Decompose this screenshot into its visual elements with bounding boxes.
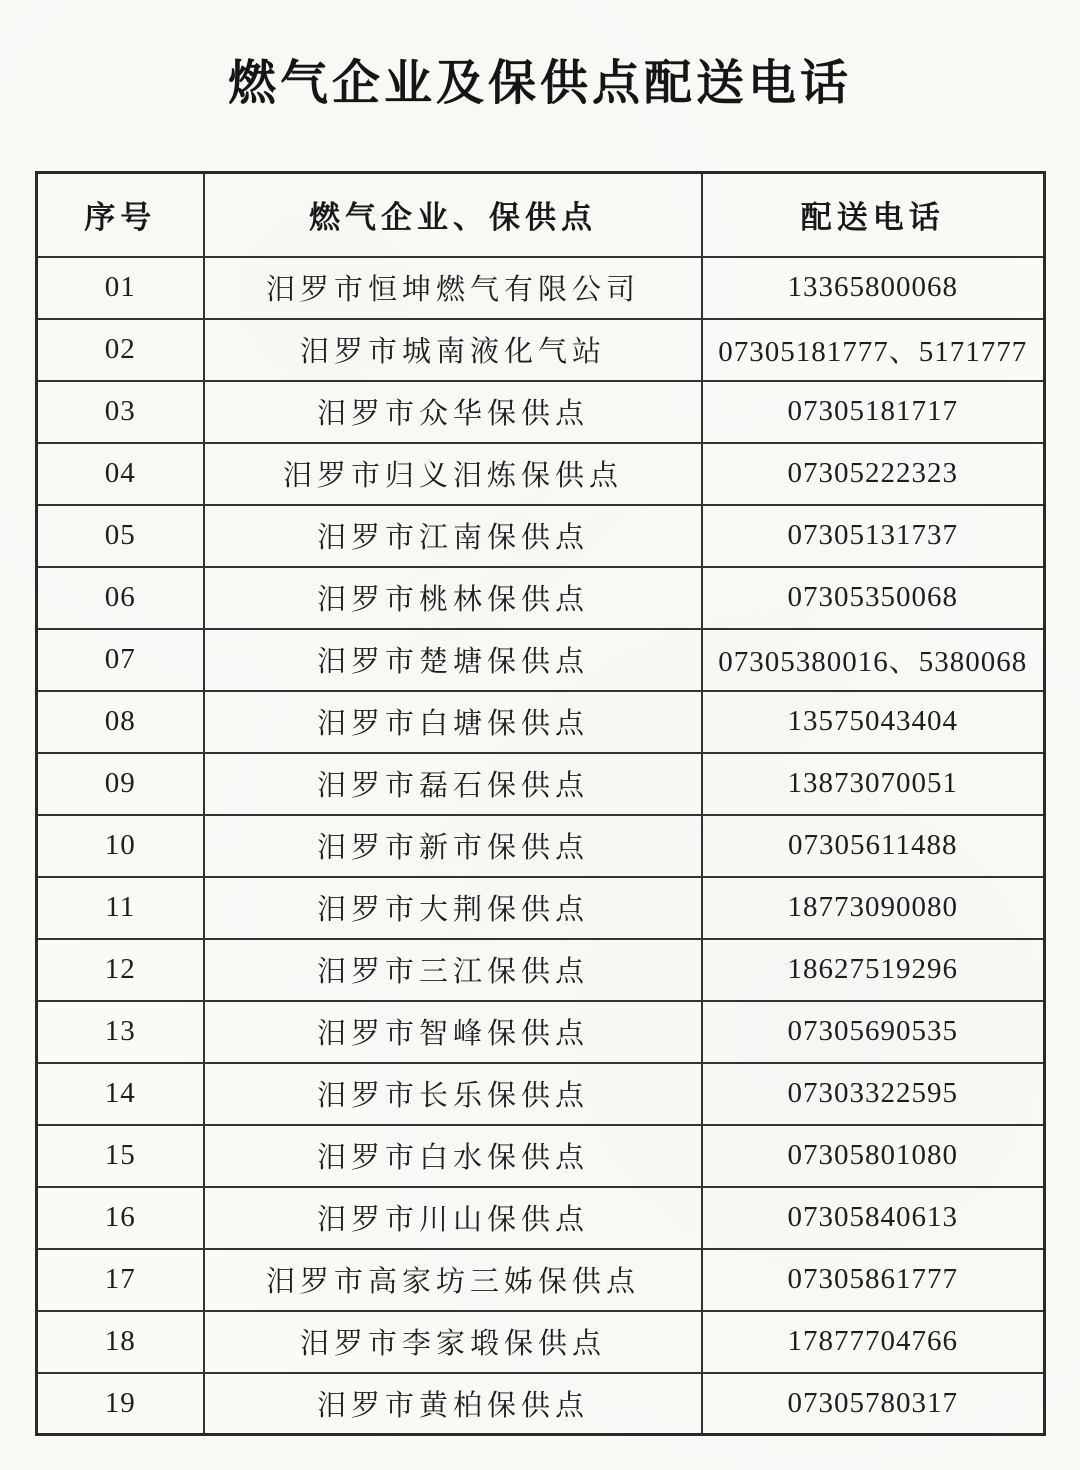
row-serial: 03 <box>36 381 204 443</box>
row-phone: 07305131737 <box>702 505 1044 567</box>
row-serial: 09 <box>36 753 204 815</box>
row-company: 汨罗市恒坤燃气有限公司 <box>204 257 702 319</box>
table-row <box>36 1311 1044 1373</box>
row-company: 汨罗市李家塅保供点 <box>204 1311 702 1373</box>
row-company: 汨罗市桃林保供点 <box>204 567 702 629</box>
table-row <box>36 1063 1044 1125</box>
row-serial: 06 <box>36 567 204 629</box>
table-row <box>36 319 1044 381</box>
row-company: 汨罗市城南液化气站 <box>204 319 702 381</box>
row-phone: 07305181777、5171777 <box>702 319 1044 381</box>
row-serial: 11 <box>36 877 204 939</box>
row-phone: 07303322595 <box>702 1063 1044 1125</box>
row-phone: 18773090080 <box>702 877 1044 939</box>
table-body <box>36 257 1044 1435</box>
row-phone: 17877704766 <box>702 1311 1044 1373</box>
row-serial: 12 <box>36 939 204 1001</box>
table-row <box>36 939 1044 1001</box>
row-company: 汨罗市智峰保供点 <box>204 1001 702 1063</box>
row-company: 汨罗市楚塘保供点 <box>204 629 702 691</box>
row-serial: 08 <box>36 691 204 753</box>
row-company: 汨罗市长乐保供点 <box>204 1063 702 1125</box>
row-phone: 13873070051 <box>702 753 1044 815</box>
row-company: 汨罗市高家坊三姊保供点 <box>204 1249 702 1311</box>
row-company: 汨罗市江南保供点 <box>204 505 702 567</box>
row-phone: 07305840613 <box>702 1187 1044 1249</box>
table-row <box>36 381 1044 443</box>
row-phone: 07305780317 <box>702 1373 1044 1435</box>
row-company: 汨罗市白塘保供点 <box>204 691 702 753</box>
row-phone: 07305222323 <box>702 443 1044 505</box>
table-row <box>36 629 1044 691</box>
delivery-phone-table <box>35 171 1046 1436</box>
row-company: 汨罗市黄柏保供点 <box>204 1373 702 1435</box>
table-row <box>36 691 1044 753</box>
row-phone: 07305350068 <box>702 567 1044 629</box>
table-header <box>36 173 1044 257</box>
table-row <box>36 505 1044 567</box>
row-company: 汨罗市白水保供点 <box>204 1125 702 1187</box>
row-phone: 18627519296 <box>702 939 1044 1001</box>
table-row <box>36 1373 1044 1435</box>
row-company: 汨罗市归义汨炼保供点 <box>204 443 702 505</box>
row-serial: 19 <box>36 1373 204 1435</box>
header-company-name: 燃气企业、保供点 <box>204 173 702 257</box>
row-serial: 17 <box>36 1249 204 1311</box>
table-row <box>36 1187 1044 1249</box>
row-company: 汨罗市众华保供点 <box>204 381 702 443</box>
row-serial: 13 <box>36 1001 204 1063</box>
header-row <box>36 173 1044 257</box>
row-serial: 04 <box>36 443 204 505</box>
table-row <box>36 815 1044 877</box>
row-phone: 13365800068 <box>702 257 1044 319</box>
header-serial-number: 序号 <box>36 173 204 257</box>
row-serial: 14 <box>36 1063 204 1125</box>
row-phone: 07305611488 <box>702 815 1044 877</box>
row-phone: 07305801080 <box>702 1125 1044 1187</box>
row-serial: 15 <box>36 1125 204 1187</box>
table-row <box>36 1249 1044 1311</box>
row-serial: 07 <box>36 629 204 691</box>
row-company: 汨罗市川山保供点 <box>204 1187 702 1249</box>
row-phone: 07305861777 <box>702 1249 1044 1311</box>
table-row <box>36 753 1044 815</box>
header-phone: 配送电话 <box>702 173 1044 257</box>
row-serial: 05 <box>36 505 204 567</box>
table-row <box>36 443 1044 505</box>
row-company: 汨罗市三江保供点 <box>204 939 702 1001</box>
row-serial: 10 <box>36 815 204 877</box>
row-phone: 07305380016、5380068 <box>702 629 1044 691</box>
row-company: 汨罗市磊石保供点 <box>204 753 702 815</box>
row-company: 汨罗市大荆保供点 <box>204 877 702 939</box>
table-row <box>36 257 1044 319</box>
row-phone: 13575043404 <box>702 691 1044 753</box>
row-serial: 16 <box>36 1187 204 1249</box>
row-phone: 07305181717 <box>702 381 1044 443</box>
row-serial: 02 <box>36 319 204 381</box>
table-row <box>36 1125 1044 1187</box>
row-company: 汨罗市新市保供点 <box>204 815 702 877</box>
table-row <box>36 1001 1044 1063</box>
row-phone: 07305690535 <box>702 1001 1044 1063</box>
table-row <box>36 877 1044 939</box>
row-serial: 18 <box>36 1311 204 1373</box>
table-row <box>36 567 1044 629</box>
page-title: 燃气企业及保供点配送电话 <box>227 57 852 110</box>
row-serial: 01 <box>36 257 204 319</box>
